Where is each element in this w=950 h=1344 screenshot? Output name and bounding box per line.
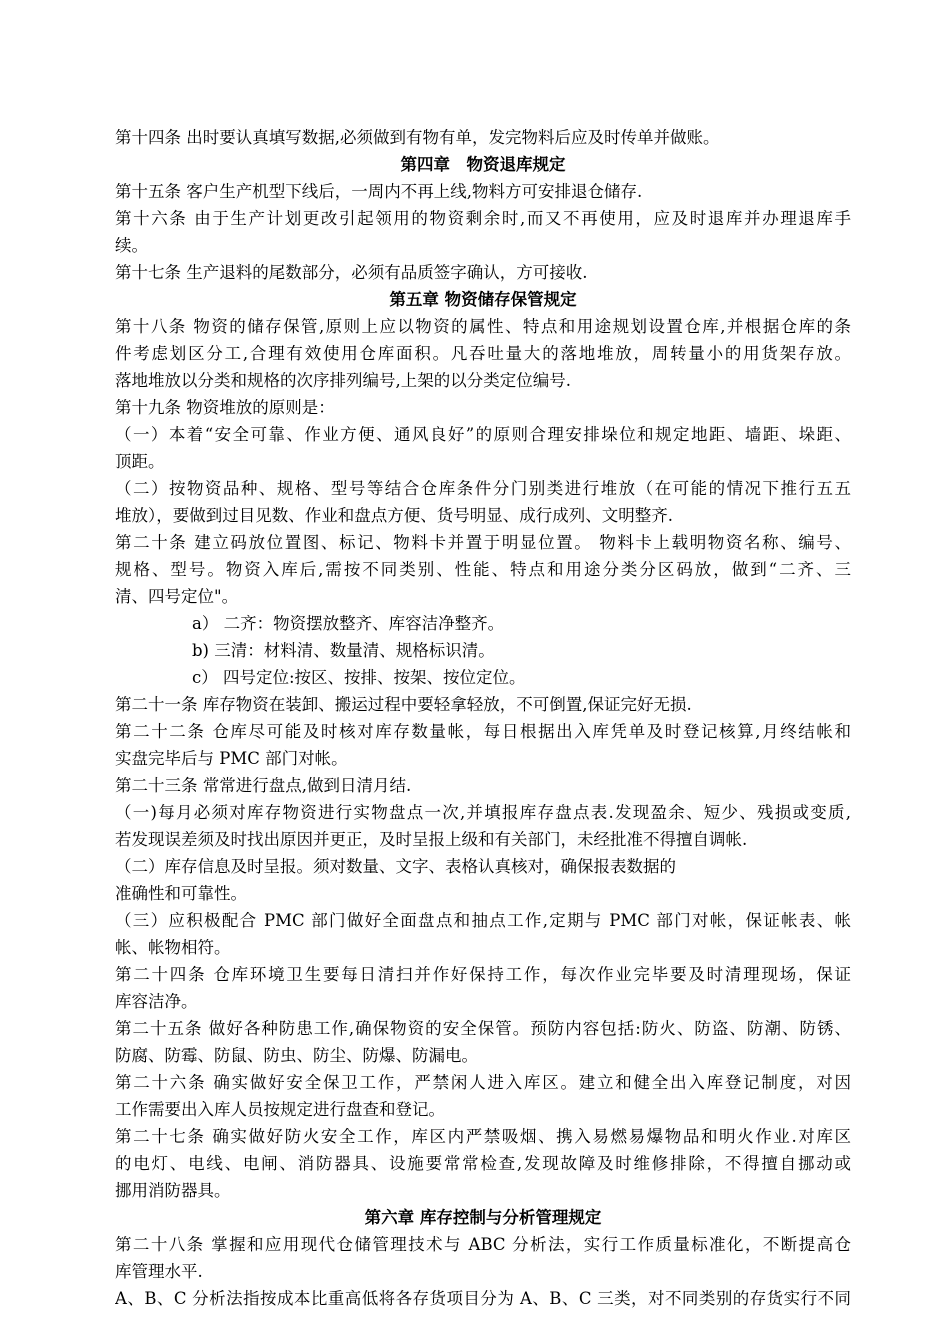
article-26-line-1: 第二十六条 确实做好安全保卫工作，严禁闲人进入库区。建立和健全出入库登记制度，对因 [115, 1073, 851, 1092]
article-25-line-1: 第二十五条 做好各种防患工作,确保物资的安全保管。预防内容包括:防火、防盗、防潮、防锈、 [115, 1019, 851, 1038]
article-27-line-2: 的电灯、电线、电闸、消防器具、设施要常常检查,发现故障及时维修排除，不得擅自挪动或 [115, 1154, 851, 1173]
article-28-line-1: 第二十八条 掌握和应用现代仓储管理技术与 ABC 分析法，实行工作质量标准化，不断提高仓 [115, 1235, 851, 1254]
article-22-line-2: 实盘完毕后与 PMC 部门对帐。 [115, 749, 348, 768]
article-23-item-2-line-2: 准确性和可靠性。 [115, 884, 247, 903]
chapter-5-heading: 第五章 物资储存保管规定 [389, 290, 577, 309]
article-18-line-2: 件考虑划区分工,合理有效使用仓库面积。凡吞吐量大的落地堆放，周转量小的用货架存放。 [115, 344, 851, 363]
article-19-line: 第十九条 物资堆放的原则是： [115, 398, 335, 417]
article-26-line-2: 工作需要出入库人员按规定进行盘查和登记。 [115, 1100, 445, 1119]
article-19-item-2-line-2: 堆放），要做到过目见数、作业和盘点方便、货号明显、成行成列、文明整齐. [115, 506, 673, 525]
document-page [115, 124, 851, 1312]
article-16-line-2: 续。 [115, 236, 148, 255]
article-20-sub-c: c） 四号定位:按区、按排、按架、按位定位。 [192, 668, 526, 687]
article-19-item-1-line-2: 顶距。 [115, 452, 165, 471]
article-24-line-2: 库容洁净。 [115, 992, 198, 1011]
article-19-item-2-line-1: （二）按物资品种、规格、型号等结合仓库条件分门别类进行堆放（在可能的情况下推行五五 [115, 479, 851, 498]
article-14-line: 第十四条 出时要认真填写数据,必须做到有物有单，发完物料后应及时传单并做账。 [115, 128, 720, 147]
article-23-item-1-line-2: 若发现误差须及时找出原因并更正，及时呈报上级和有关部门，未经批准不得擅自调帐. [115, 830, 748, 849]
article-20-line-3: 清、四号定位"。 [115, 587, 239, 606]
article-19-item-1-line-1: （一）本着“安全可靠、作业方便、通风良好”的原则合理安排垛位和规定地距、墙距、垛距、 [115, 425, 851, 444]
article-17-line: 第十七条 生产退料的尾数部分，必须有品质签字确认，方可接收. [115, 263, 588, 282]
article-25-line-2: 防腐、防霉、防鼠、防虫、防尘、防爆、防漏电。 [115, 1046, 478, 1065]
article-20-sub-b: b) 三清：材料清、数量清、规格标识清。 [192, 641, 495, 660]
article-23-item-2-line-1: （二）库存信息及时呈报。须对数量、文字、表格认真核对，确保报表数据的 [115, 857, 676, 876]
abc-analysis-line: A、B、C 分析法指按成本比重高低将各存货项目分为 A、B、C 三类，对不同类别的存货实行不同 [115, 1289, 851, 1308]
chapter-4-heading: 第四章 物资退库规定 [400, 155, 566, 174]
article-22-line-1: 第二十二条 仓库尽可能及时核对库存数量帐，每日根据出入库凭单及时登记核算,月终结帐和 [115, 722, 851, 741]
article-27-line-3: 挪用消防器具。 [115, 1181, 231, 1200]
article-23-item-1-line-1: （一)每月必须对库存物资进行实物盘点一次,并填报库存盘点表.发现盈余、短少、残损或变质, [115, 803, 851, 822]
article-28-line-2: 库管理水平. [115, 1262, 203, 1281]
article-18-line-1: 第十八条 物资的储存保管,原则上应以物资的属性、特点和用途规划设置仓库,并根据仓库的条 [115, 317, 851, 336]
article-21-line: 第二十一条 库存物资在装卸、搬运过程中要轻拿轻放，不可倒置,保证完好无损. [115, 695, 692, 714]
article-18-line-3: 落地堆放以分类和规格的次序排列编号,上架的以分类定位编号. [115, 371, 571, 390]
article-24-line-1: 第二十四条 仓库环境卫生要每日清扫并作好保持工作，每次作业完毕要及时清理现场，保证 [115, 965, 851, 984]
article-20-sub-a: a） 二齐：物资摆放整齐、库容洁净整齐。 [192, 614, 505, 633]
article-23-item-3-line-1: （三）应积极配合 PMC 部门做好全面盘点和抽点工作,定期与 PMC 部门对帐，保证帐表、帐 [115, 911, 851, 930]
article-20-line-1: 第二十条 建立码放位置图、标记、物料卡并置于明显位置。 物料卡上载明物资名称、编号、 [115, 533, 851, 552]
article-20-line-2: 规格、型号。物资入库后,需按不同类别、性能、特点和用途分类分区码放，做到“二齐、三 [115, 560, 851, 579]
article-23-line: 第二十三条 常常进行盘点,做到日清月结. [115, 776, 412, 795]
chapter-6-heading: 第六章 库存控制与分析管理规定 [364, 1208, 602, 1227]
article-15-line: 第十五条 客户生产机型下线后，一周内不再上线,物料方可安排退仓储存. [115, 182, 643, 201]
article-16-line-1: 第十六条 由于生产计划更改引起领用的物资剩余时,而又不再使用，应及时退库并办理退库手 [115, 209, 851, 228]
article-23-item-3-line-2: 帐、帐物相符。 [115, 938, 231, 957]
article-27-line-1: 第二十七条 确实做好防火安全工作，库区内严禁吸烟、携入易燃易爆物品和明火作业.对库区 [115, 1127, 851, 1146]
